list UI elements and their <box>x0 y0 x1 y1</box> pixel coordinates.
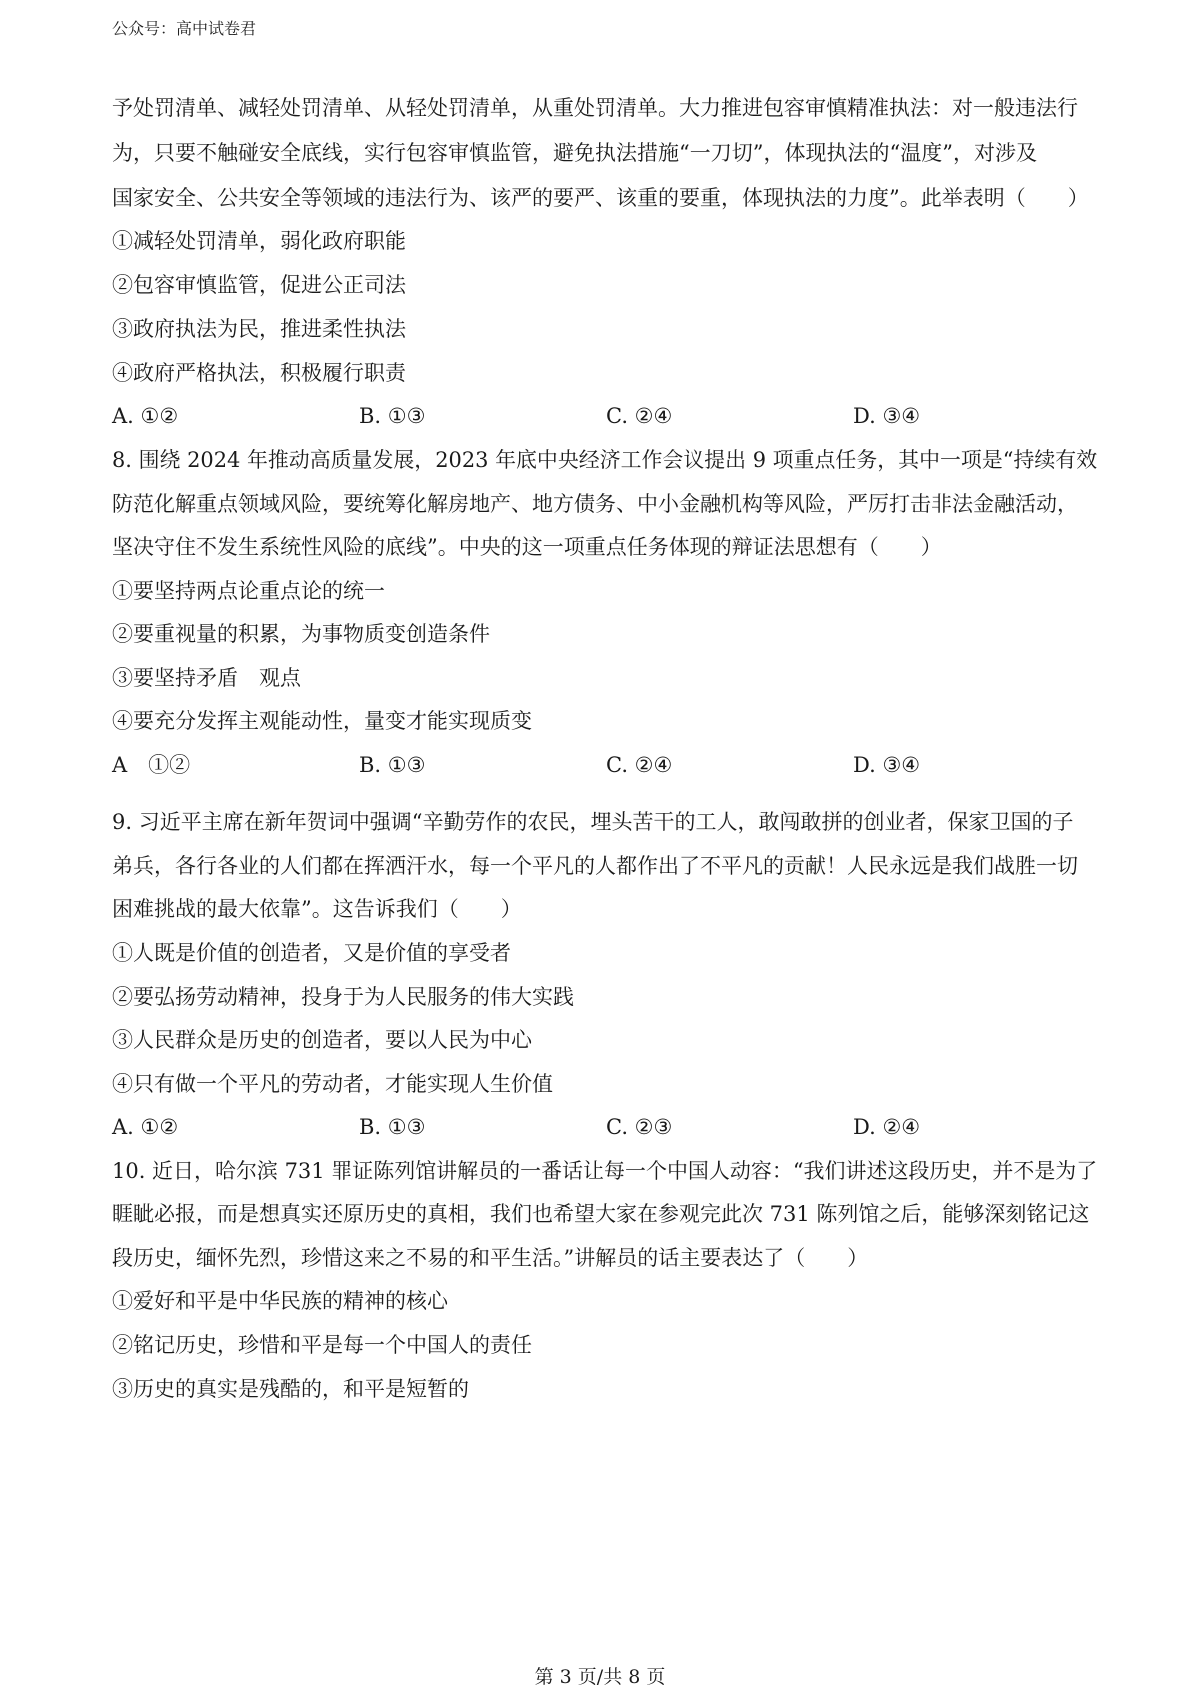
q9-stem-line: 9. 习近平主席在新年贺词中强调“辛勤劳作的农民，埋头苦干的工人，敢闯敢拼的创业者，保家卫国的子 <box>112 810 1074 834</box>
q8-item-4: ④要充分发挥主观能动性，量变才能实现质变 <box>112 709 532 733</box>
q10-stem-line: 段历史，缅怀先烈，珍惜这来之不易的和平生活。”讲解员的话主要表达了（ ） <box>112 1246 869 1270</box>
q9-options <box>112 1113 1097 1141</box>
q8-stem-line: 坚决守住不发生系统性风险的底线”。中央的这一项重点任务体现的辩证法思想有（ ） <box>112 535 942 559</box>
q8-item-1: ①要坚持两点论重点论的统一 <box>112 579 385 603</box>
q9-option-a: A. ①② <box>112 1115 179 1139</box>
q8-option-d: D. ③④ <box>853 753 921 777</box>
q9-option-b: B. ①③ <box>359 1115 426 1139</box>
q7-option-a: A. ①② <box>112 404 179 428</box>
q7-option-d: D. ③④ <box>853 404 921 428</box>
q10-item-3: ③历史的真实是残酷的，和平是短暂的 <box>112 1377 469 1401</box>
q10-stem-line: 睚眦必报，而是想真实还原历史的真相，我们也希望大家在参观完此次 731 陈列馆之后，能够深刻铭记这 <box>112 1202 1090 1226</box>
q9-item-2: ②要弘扬劳动精神，投身于为人民服务的伟大实践 <box>112 985 574 1009</box>
page-number: 第 3 页/共 8 页 <box>534 1666 666 1688</box>
q9-stem-line: 困难挑战的最大依靠”。这告诉我们（ ） <box>112 897 522 921</box>
q9-item-1: ①人既是价值的创造者，又是价值的享受者 <box>112 941 511 965</box>
q7-option-c: C. ②④ <box>606 404 673 428</box>
q10-item-2: ②铭记历史，珍惜和平是每一个中国人的责任 <box>112 1333 532 1357</box>
q8-option-c: C. ②④ <box>606 753 673 777</box>
q9-option-c: C. ②③ <box>606 1115 673 1139</box>
q7-item-1: ①减轻处罚清单，弱化政府职能 <box>112 229 406 253</box>
q7-stem-line: 予处罚清单、减轻处罚清单、从轻处罚清单，从重处罚清单。大力推进包容审慎精准执法：对一般违法行 <box>112 96 1078 120</box>
source-header: 公众号：高中试卷君 <box>112 19 257 38</box>
q8-option-b: B. ①③ <box>359 753 426 777</box>
q7-stem-line: 国家安全、公共安全等领域的违法行为、该严的要严、该重的要重，体现执法的力度”。此举表明（ ） <box>112 186 1089 210</box>
q7-stem-line: 为，只要不触碰安全底线，实行包容审慎监管，避免执法措施“一刀切”，体现执法的“温度”，对涉及 <box>112 141 1037 165</box>
q8-stem-line: 8. 围绕 2024 年推动高质量发展，2023 年底中央经济工作会议提出 9 项重点任务，其中一项是“持续有效 <box>112 448 1098 472</box>
q7-item-2: ②包容审慎监管，促进公正司法 <box>112 273 406 297</box>
q7-item-3: ③政府执法为民，推进柔性执法 <box>112 317 406 341</box>
q8-stem-line: 防范化解重点领域风险，要统筹化解房地产、地方债务、中小金融机构等风险，严厉打击非法金融活动， <box>112 492 1078 516</box>
q8-item-2: ②要重视量的积累，为事物质变创造条件 <box>112 622 490 646</box>
q9-item-4: ④只有做一个平凡的劳动者，才能实现人生价值 <box>112 1072 553 1096</box>
q7-option-b: B. ①③ <box>359 404 426 428</box>
q8-options <box>112 751 1097 779</box>
q9-item-3: ③人民群众是历史的创造者，要以人民为中心 <box>112 1028 532 1052</box>
q7-item-4: ④政府严格执法，积极履行职责 <box>112 361 406 385</box>
q8-item-3: ③要坚持矛盾 观点 <box>112 666 301 690</box>
q10-stem-line: 10. 近日，哈尔滨 731 罪证陈列馆讲解员的一番话让每一个中国人动容：“我们讲述这段历史，并不是为了 <box>112 1159 1098 1183</box>
q10-item-1: ①爱好和平是中华民族的精神的核心 <box>112 1289 448 1313</box>
q9-option-d: D. ②④ <box>853 1115 921 1139</box>
q8-option-a: A ①② <box>112 753 191 777</box>
q7-options <box>112 402 1097 430</box>
q9-stem-line: 弟兵，各行各业的人们都在挥洒汗水，每一个平凡的人都作出了不平凡的贡献！人民永远是我们战胜一切 <box>112 854 1078 878</box>
